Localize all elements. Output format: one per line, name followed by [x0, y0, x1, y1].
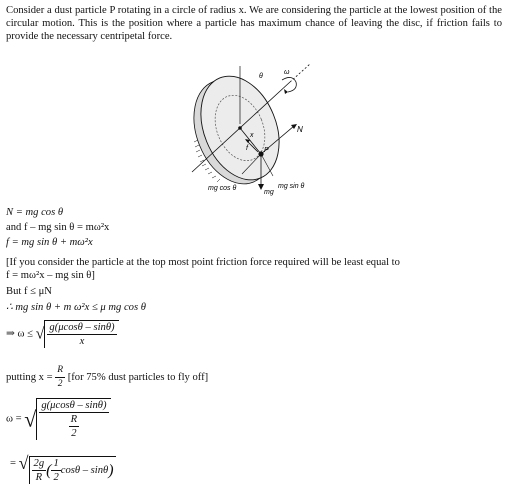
substitution-note: [for 75% dust particles to fly off] [67, 371, 209, 383]
note-top-point: [If you consider the particle at the top most point friction force required will be least equal to [6, 257, 400, 268]
omega-lhs: ω = [6, 413, 22, 425]
equation-omega-bound: ⇒ ω ≤ √ $\frac{g(\mu\cos\theta - \sin\theta)}{x}$ [6, 320, 119, 348]
final-two: 2 [53, 472, 59, 483]
f-label: f [246, 145, 248, 152]
final-2g: 2g [33, 458, 45, 469]
substitution-numerator: R [55, 364, 65, 378]
equation-friction: f = mg sin θ + mω²x [6, 237, 93, 248]
substitution-line [6, 364, 208, 391]
intro-paragraph: Consider a dust particle P rotating in a circle of radius x. We are considering the particle at the lowest position of the circular motion. This is the position where a particle has maximum chance of leaving the disc, if friction fails to provide the necessary centripetal force. [6, 5, 502, 42]
substitution-text: putting x = [6, 371, 53, 383]
equation-radial: and f – mg sin θ = mω²x [6, 222, 110, 233]
equation-friction-limit: But f ≤ μN [6, 286, 52, 297]
rotating-disc-figure [160, 62, 350, 202]
equation-normal: N = mg cos θ [6, 207, 64, 218]
normal-label: N [297, 125, 303, 134]
x-label: x [250, 132, 254, 139]
omega-arrow [282, 77, 296, 92]
final-r: R [35, 472, 43, 483]
omega-denominator-2: 2 [71, 428, 77, 439]
final-tail: cosθ – sinθ [60, 465, 109, 476]
theta-label: θ [259, 73, 263, 80]
equation-inequality: ∴ mg sin θ + m ω²x ≤ μ mg cos θ [6, 302, 146, 313]
final-lhs: = [10, 458, 16, 469]
omega-denominator-r: R [70, 414, 78, 425]
omega-label: ω [284, 69, 290, 76]
omega-bound-denominator: x [79, 336, 85, 347]
substitution-denominator: 2 [57, 379, 63, 389]
equation-final: = √ $\frac{2g}{R}$ ( $\frac{1}{2}$ cosθ – sinθ ) [10, 453, 114, 483]
omega-numerator: g(μcosθ – sinθ) [41, 400, 107, 411]
p-label: P [264, 147, 269, 154]
mg-label: mg [264, 189, 274, 196]
mgcos-label: mg cos θ [208, 185, 237, 192]
equation-omega: ω = √ $\frac{g(\mu\cos\theta - \sin\theta)}{\frac{R}{2}}$ [6, 398, 111, 440]
omega-bound-numerator: g(μcosθ – sinθ) [49, 322, 115, 333]
mgsin-label: mg sin θ [278, 183, 305, 190]
note-top-point-eq: f = mω²x – mg sin θ] [6, 270, 95, 281]
omega-bound-lhs: ⇒ ω ≤ [6, 328, 33, 340]
final-one: 1 [53, 458, 59, 469]
